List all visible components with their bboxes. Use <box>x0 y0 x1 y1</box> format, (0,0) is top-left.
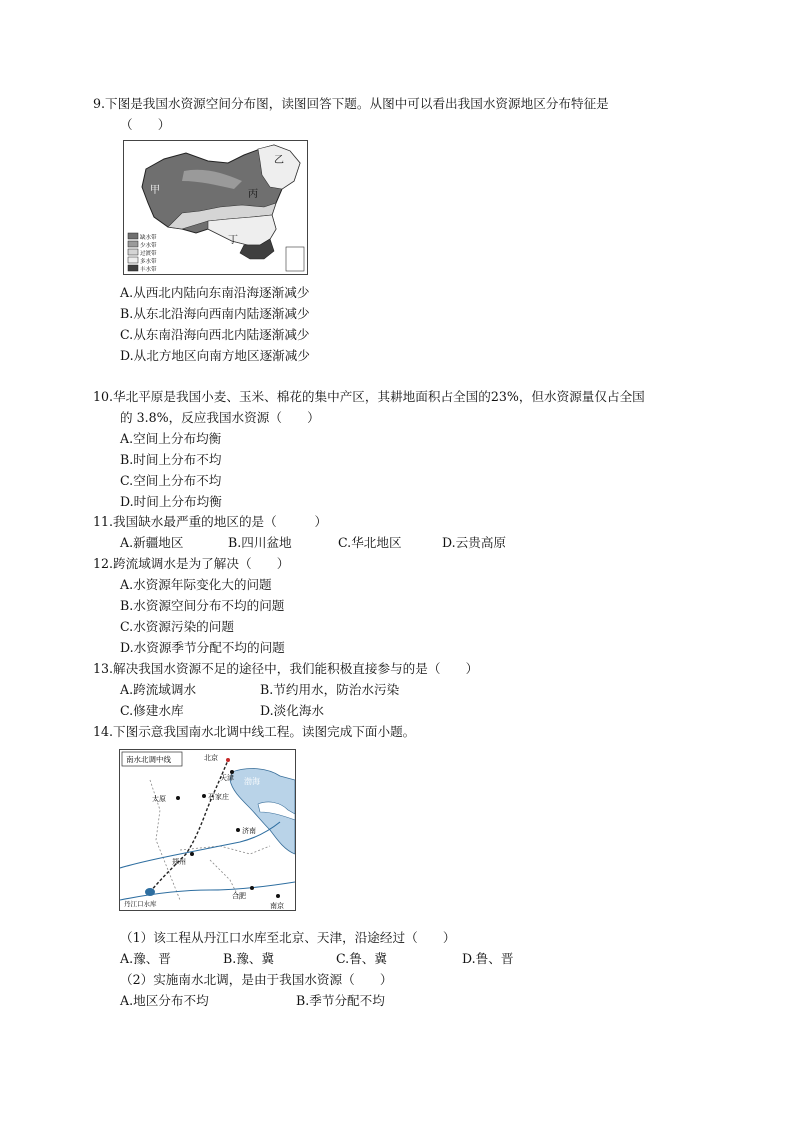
q9-stem-line1: 9.下图是我国水资源空间分布图，读图回答下题。从图中可以看出我国水资源地区分布特征是 <box>93 96 609 111</box>
q11-option-a[interactable]: A.新疆地区 <box>120 535 184 550</box>
q12-option-c[interactable]: C.水资源污染的问题 <box>120 619 234 634</box>
q14-city-dot-beijing <box>226 758 230 762</box>
q14-sub2-option-b[interactable]: B.季节分配不均 <box>296 993 385 1008</box>
question-9 <box>93 93 713 135</box>
q14-stem: 14.下图示意我国南水北调中线工程。读图完成下面小题。 <box>93 724 416 739</box>
q14-sub2-stem: （2）实施南水北调，是由于我国水资源（ ） <box>120 972 393 987</box>
legend-label-deficit: 缺水带 <box>140 235 157 241</box>
q9-option-a[interactable]: A.从西北内陆向东南沿海逐渐减少 <box>120 285 310 300</box>
legend-label-abundant: 丰水带 <box>140 267 157 273</box>
q12-stem: 12.跨流域调水是为了解决（ ） <box>93 556 290 571</box>
q10-option-a[interactable]: A.空间上分布均衡 <box>120 431 222 446</box>
q13-stem: 13.解决我国水资源不足的途径中，我们能积极直接参与的是（ ） <box>93 661 479 676</box>
q14-map-diversion-route <box>150 760 228 892</box>
legend-swatch-deficit <box>128 233 138 239</box>
q12-option-d[interactable]: D.水资源季节分配不均的问题 <box>120 640 285 655</box>
q9-water-resource-map <box>123 140 308 275</box>
q9-option-b[interactable]: B.从东北沿海向西南内陆逐渐减少 <box>120 306 310 321</box>
q14-sub1-option-d[interactable]: D.鲁、晋 <box>462 951 514 966</box>
q14-sub1-option-b[interactable]: B.豫、冀 <box>223 951 275 966</box>
q9-option-d[interactable]: D.从北方地区向南方地区逐渐减少 <box>120 348 310 363</box>
q10-stem-line1: 10.华北平原是我国小麦、玉米、棉花的集中产区，其耕地面积占全国的23%，但水资源量仅占全国 <box>93 389 645 404</box>
question-11 <box>93 511 713 553</box>
q13-option-d[interactable]: D.淡化海水 <box>260 703 325 718</box>
q14-city-dot-zhengzhou <box>190 852 194 856</box>
legend-label-transition: 过渡带 <box>140 251 157 257</box>
q10-option-d[interactable]: D.时间上分布均衡 <box>120 494 222 509</box>
question-14 <box>93 721 713 742</box>
q13-option-a[interactable]: A.跨流域调水 <box>120 682 197 697</box>
q14-sub1-options-row <box>93 948 713 969</box>
q14-south-north-water-map <box>119 749 296 911</box>
q14-city-tianjin: 天津 <box>220 774 234 782</box>
q14-map-reservoir-marker <box>145 888 155 896</box>
q13-options-row-2 <box>93 700 713 721</box>
map-label-bing: 丙 <box>248 189 258 200</box>
question-13 <box>93 658 713 721</box>
question-12 <box>93 553 713 658</box>
q10-option-c[interactable]: C.空间上分布不均 <box>120 473 222 488</box>
legend-swatch-scarce <box>128 241 138 247</box>
q14-map-title: 南水北调中线 <box>126 755 171 764</box>
q14-sub2-options-row <box>93 990 713 1011</box>
q14-map-reservoir-label: 丹江口水库 <box>124 900 157 908</box>
q13-options-row-1 <box>93 679 713 700</box>
q14-city-dot-jinan <box>236 828 240 832</box>
q10-stem-line2: 的 3.8%，反应我国水资源（ ） <box>120 410 320 425</box>
q11-options-row <box>93 532 713 553</box>
q11-option-d[interactable]: D.云贵高原 <box>442 535 507 550</box>
q11-option-c[interactable]: C.华北地区 <box>338 535 402 550</box>
q14-city-dot-nanjing <box>276 894 280 898</box>
q14-city-dot-taiyuan <box>176 796 180 800</box>
q14-city-beijing: 北京 <box>204 754 218 762</box>
q12-option-a[interactable]: A.水资源年际变化大的问题 <box>120 577 272 592</box>
q9-stem-line2: （ ） <box>120 117 171 132</box>
q14-sub1-stem: （1）该工程从丹江口水库至北京、天津，沿途经过（ ） <box>120 930 456 945</box>
q14-subquestions <box>93 927 713 1011</box>
q14-city-dot-hefei <box>250 886 254 890</box>
q14-city-hefei: 合肥 <box>232 892 246 900</box>
legend-swatch-ample <box>128 257 138 263</box>
q11-option-b[interactable]: B.四川盆地 <box>228 535 292 550</box>
q10-option-b[interactable]: B.时间上分布不均 <box>120 452 222 467</box>
q14-city-dot-shijiazhuang <box>202 794 206 798</box>
map-label-ding: 丁 <box>228 235 238 246</box>
question-10 <box>93 386 713 512</box>
q14-sub2-option-a[interactable]: A.地区分布不均 <box>120 993 209 1008</box>
map-inset-box <box>286 247 304 271</box>
legend-swatch-abundant <box>128 265 138 271</box>
legend-label-scarce: 少水带 <box>140 243 157 249</box>
legend-label-ample: 多水带 <box>140 259 157 265</box>
q14-map-svg <box>120 750 295 910</box>
q14-sub1-option-c[interactable]: C.鲁、冀 <box>336 951 387 966</box>
q14-city-zhengzhou: 郑州 <box>172 858 186 866</box>
q14-city-nanjing: 南京 <box>270 902 284 910</box>
q14-city-shijiazhuang: 石家庄 <box>208 793 229 801</box>
q14-city-jinan: 济南 <box>242 827 256 835</box>
q14-map-sea-label: 渤海 <box>244 777 260 786</box>
q13-option-b[interactable]: B.节约用水，防治水污染 <box>260 682 400 697</box>
q14-city-taiyuan: 太原 <box>152 795 166 803</box>
q13-option-c[interactable]: C.修建水库 <box>120 703 184 718</box>
legend-swatch-transition <box>128 249 138 255</box>
q11-stem: 11.我国缺水最严重的地区的是（ ） <box>93 514 328 529</box>
q9-option-c[interactable]: C.从东南沿海向西北内陆逐渐减少 <box>120 327 310 342</box>
q14-sub1-option-a[interactable]: A.豫、晋 <box>120 951 171 966</box>
map-label-jia: 甲 <box>150 185 160 196</box>
q9-options <box>93 282 713 366</box>
q12-option-b[interactable]: B.水资源空间分布不均的问题 <box>120 598 285 613</box>
q9-map-svg <box>124 141 307 274</box>
map-label-yi: 乙 <box>274 155 284 166</box>
